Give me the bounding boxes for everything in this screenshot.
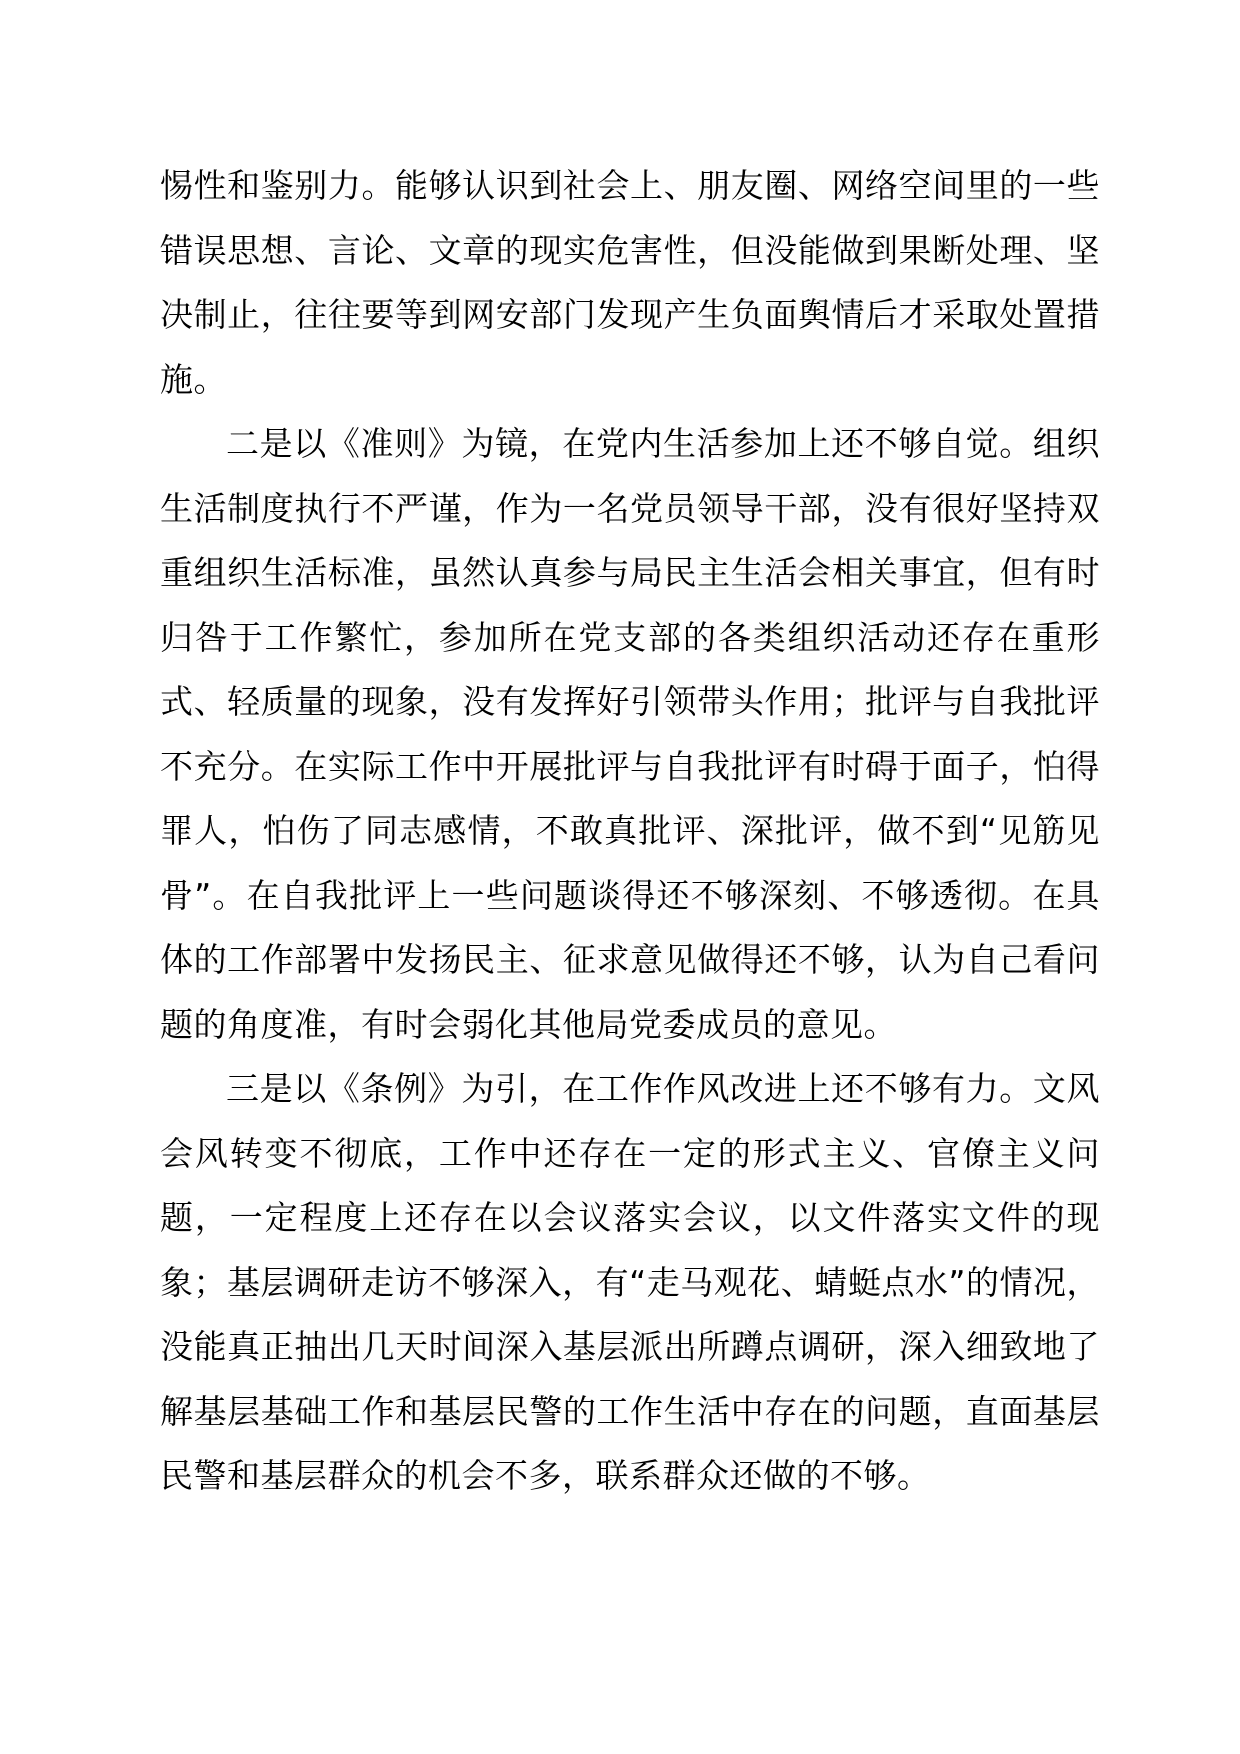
paragraph-second-point: 二是以《准则》为镜，在党内生活参加上还不够自觉。组织生活制度执行不严谨，作为一名党员领导干部，没有很好坚持双重组织生活标准，虽然认真参与局民主生活会相关事宜，但有时归咎于工作繁忙，参加所在党支部的各类组织活动还存在重形式、轻质量的现象，没有发挥好引领带头作用；批评与自我批评不充分。在实际工作中开展批评与自我批评有时碍于面子，怕得罪人，怕伤了同志感情，不敢真批评、深批评，做不到“见筋见骨”。在自我批评上一些问题谈得还不够深刻、不够透彻。在具体的工作部署中发扬民主、征求意见做得还不够，认为自己看问题的角度准，有时会弱化其他局党委成员的意见。	[160, 424, 1100, 1044]
paragraph-continuation: 惕性和鉴别力。能够认识到社会上、朋友圈、网络空间里的一些错误思想、言论、文章的现实危害性，但没能做到果断处理、坚决制止，往往要等到网安部门发现产生负面舆情后才采取处置措施。	[160, 166, 1100, 399]
paragraph-third-point: 三是以《条例》为引，在工作作风改进上还不够有力。文风会风转变不彻底，工作中还存在一定的形式主义、官僚主义问题，一定程度上还存在以会议落实会议，以文件落实文件的现象；基层调研走访不够深入，有“走马观花、蜻蜓点水”的情况，没能真正抽出几天时间深入基层派出所蹲点调研，深入细致地了解基层基础工作和基层民警的工作生活中存在的问题，直面基层民警和基层群众的机会不多，联系群众还做的不够。	[160, 1069, 1100, 1495]
document-page	[160, 154, 1100, 1509]
